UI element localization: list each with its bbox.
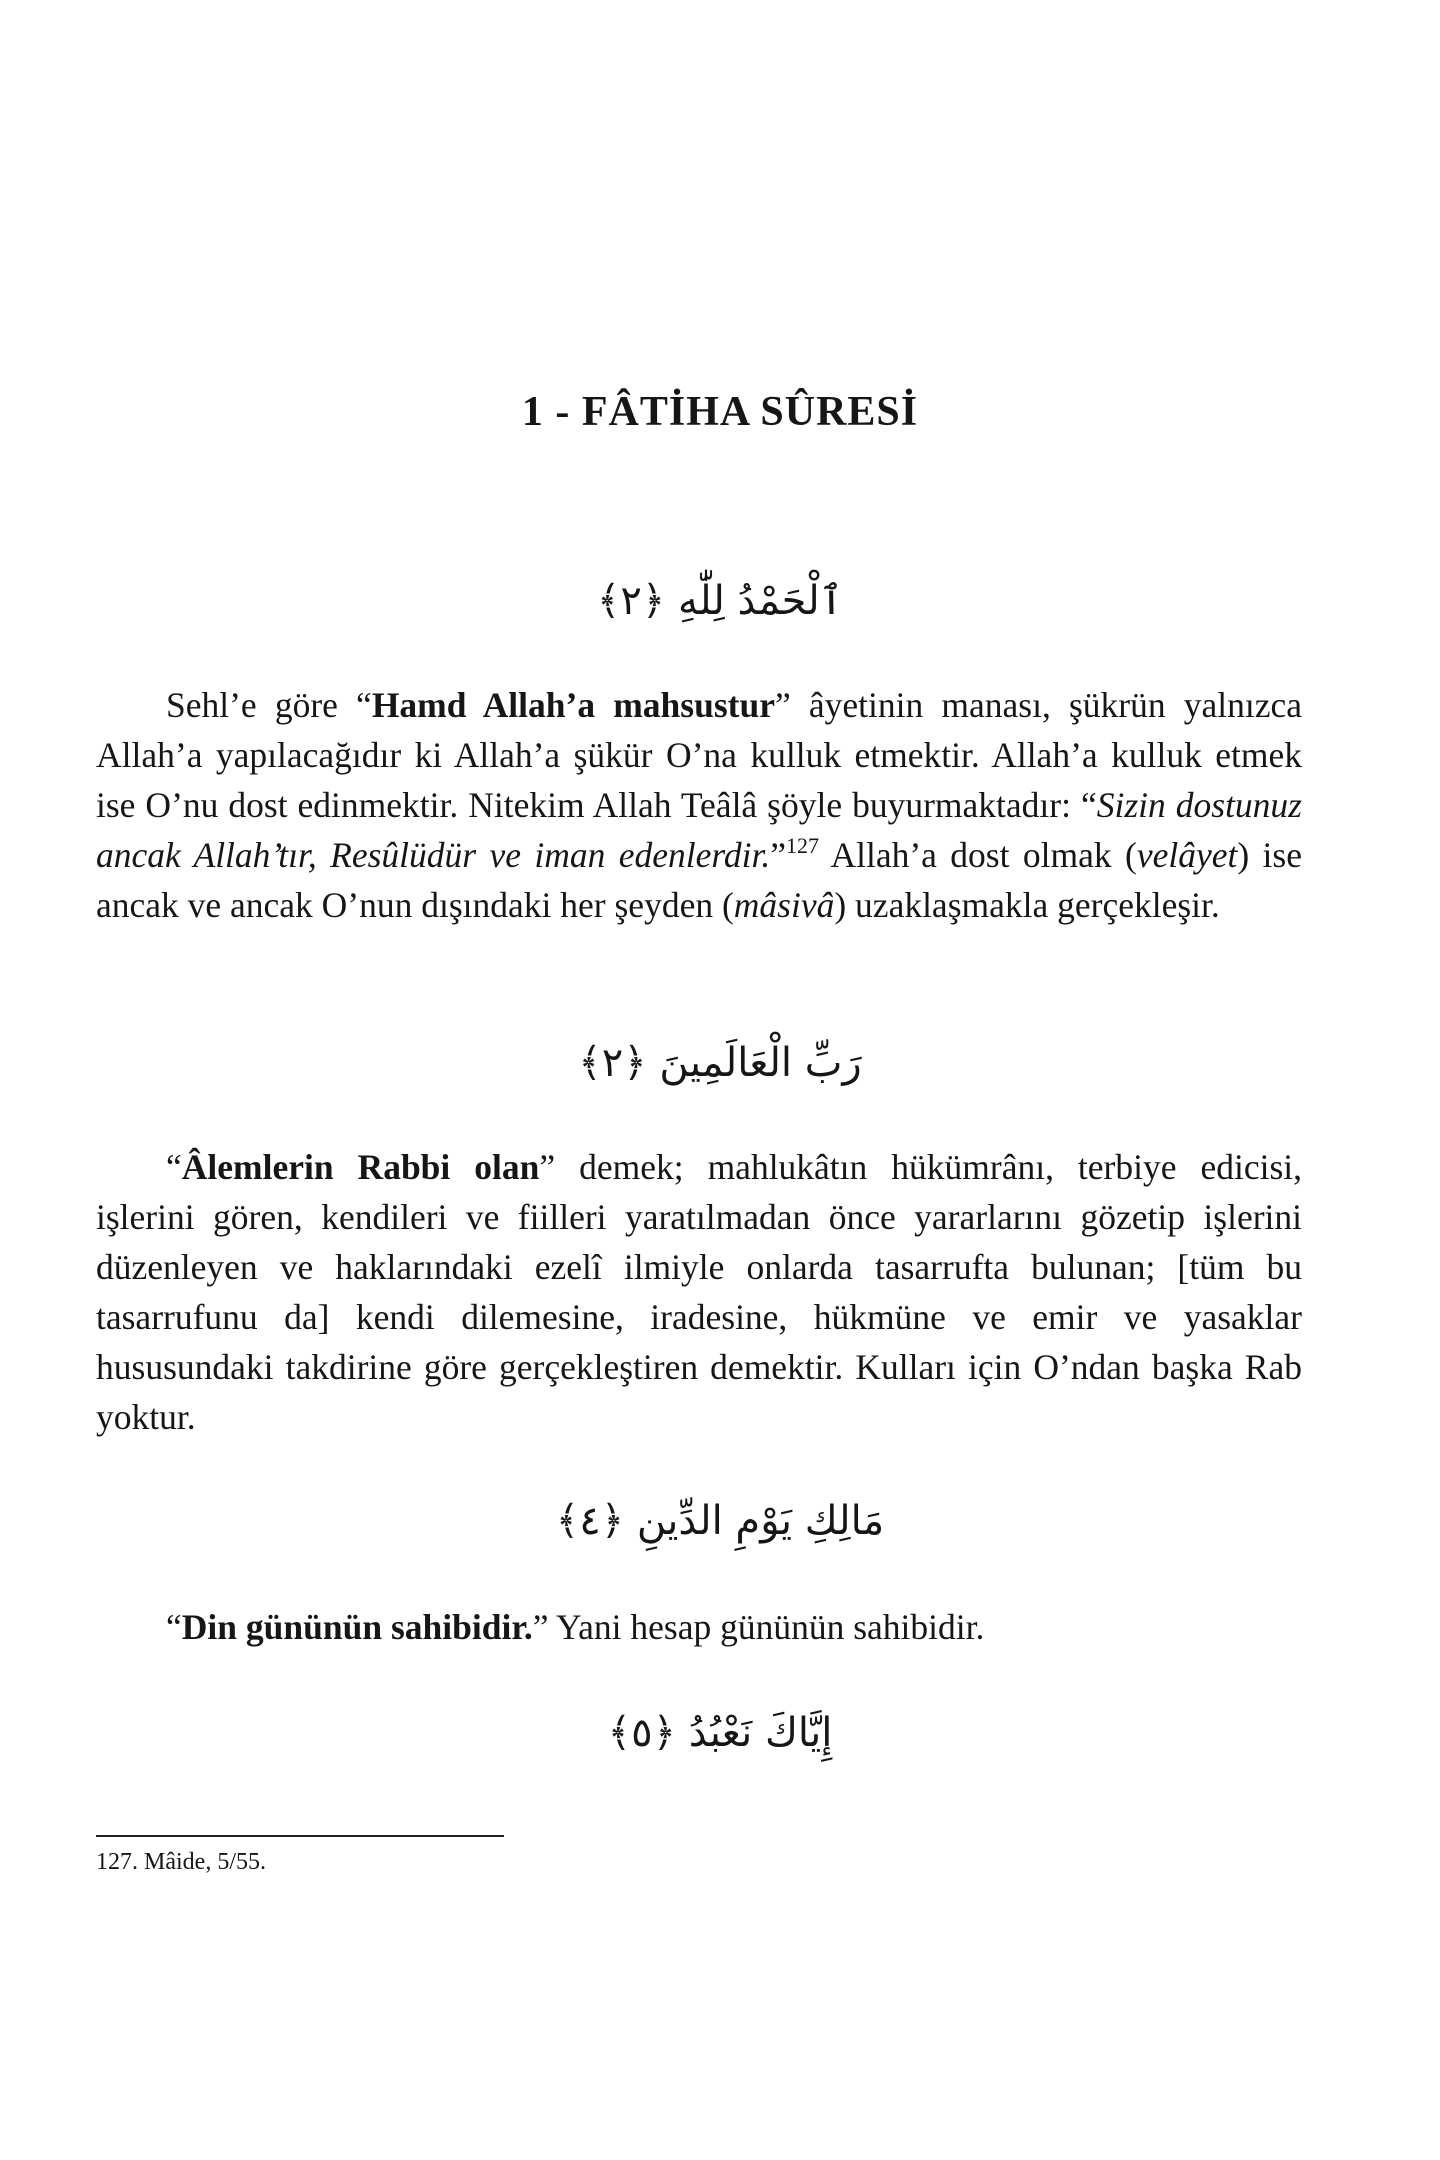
- para3-text: “: [166, 1607, 182, 1647]
- footnote-ref: 127: [786, 833, 820, 858]
- para1-text: Allah’a dost olmak (: [819, 835, 1137, 875]
- para1-term-velayet: velâyet: [1136, 835, 1238, 875]
- para3-text: ” Yani hesap gününün sahibidir.: [532, 1607, 985, 1647]
- chapter-title: 1 - FÂTİHA SÛRESİ: [521, 389, 919, 435]
- verse-iyyaka-nabudu: إِيَّاكَ نَعْبُدُ ﴿٥﴾: [607, 1710, 833, 1756]
- para1-term-masiva: mâsivâ: [733, 885, 835, 925]
- para2-bold-quote: Âlemlerin Rabbi olan: [181, 1147, 540, 1187]
- para2-text: “: [166, 1147, 182, 1187]
- verse-al-hamdu-lillah: ٱلْحَمْدُ لِلّٰهِ ﴿٢﴾: [596, 578, 844, 624]
- footnote-divider: [96, 1835, 504, 1837]
- para1-text: ) uzaklaşmakla gerçekleşir.: [834, 885, 1220, 925]
- paragraph-hamd: [96, 680, 1302, 930]
- para3-bold-quote: Din gününün sahibidir.: [181, 1607, 533, 1647]
- para2-text: ” demek; mahlukâtın hükümrânı, terbiye edicisi, işlerini gören, kendileri ve fiilleri yaratılmadan önce yararlarını gözetip işlerini düzenleyen ve haklarındaki ezelî ilmiyle onlarda tasarrufta bulunan; [tüm bu tasarrufunu da] kendi dilemesine, iradesine, hükmüne ve emir ve yasaklar hususundaki takdirine göre gerçekleştiren demektir. Kulları için O’ndan başka Rab yoktur.: [96, 1147, 1302, 1437]
- para1-italic-quote: Sizin dostunuz ancak Allah’tır, Resûlüdür ve iman edenlerdir.: [96, 785, 1302, 875]
- para1-text: ) ise ancak ve ancak O’nun dışındaki her şeyden (: [96, 835, 1302, 925]
- para1-text: ” âyetinin manası, şükrün yalnızca Allah’a yapılacağıdır ki Allah’a şükür O’na kulluk etmektir. Allah’a kulluk etmek ise O’nu dost edinmektir. Nitekim Allah Teâlâ şöyle buyurmaktadır: “: [96, 685, 1302, 825]
- paragraph-din-gunu: [96, 1602, 1302, 1652]
- footnote: 127. Mâide, 5/55.: [96, 1849, 266, 1875]
- para1-text: ”: [770, 835, 787, 875]
- verse-rabbil-alamin: رَبِّ الْعَالَمِينَ ﴿٢﴾: [578, 1040, 862, 1086]
- para1-bold-quote: Hamd Allah’a mahsustur: [371, 685, 775, 725]
- verse-maliki-yawmiddin: مَالِكِ يَوْمِ الدِّينِ ﴿٤﴾: [555, 1498, 885, 1544]
- para1-text: Sehl’e göre “: [166, 685, 372, 725]
- paragraph-alemlerin-rabbi: [96, 1142, 1302, 1442]
